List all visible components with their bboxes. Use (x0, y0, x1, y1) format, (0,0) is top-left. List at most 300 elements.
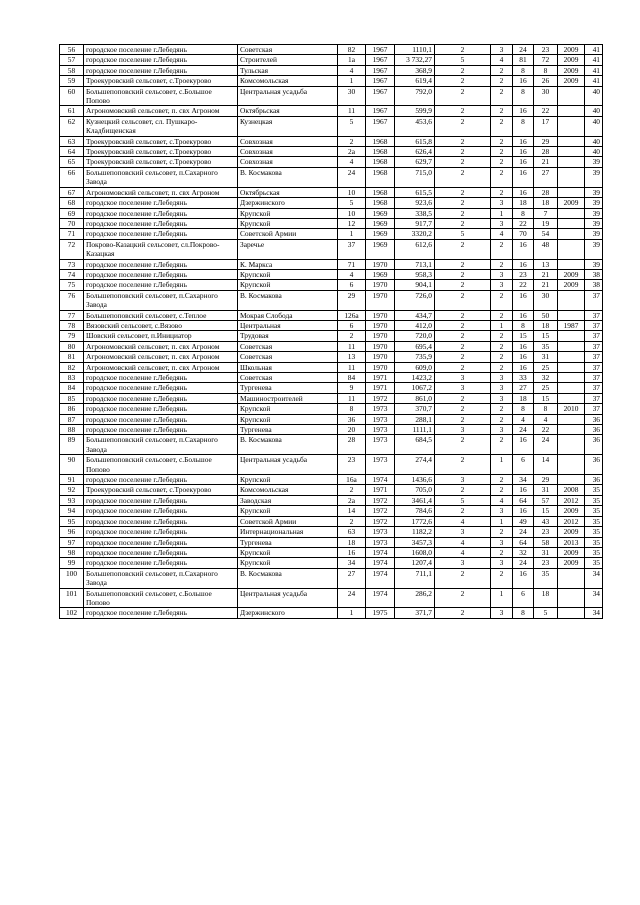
term-cell: 36 (585, 475, 603, 485)
row-number-cell: 78 (60, 320, 84, 330)
row-number-cell: 76 (60, 290, 84, 310)
residents-cell: 13 (534, 259, 558, 269)
row-number-cell: 95 (60, 516, 84, 526)
entrances-cell: 2 (491, 404, 513, 414)
area-cell: 370,7 (395, 404, 435, 414)
renovation-year-cell (558, 362, 585, 372)
residents-cell: 14 (534, 455, 558, 475)
table-row (60, 106, 603, 116)
renovation-year-cell (558, 147, 585, 157)
house-number-cell: 27 (338, 568, 366, 588)
area-cell: 1772,6 (395, 516, 435, 526)
renovation-year-cell (558, 116, 585, 136)
year-built-cell: 1973 (366, 455, 395, 475)
renovation-year-cell: 2013 (558, 537, 585, 547)
renovation-year-cell (558, 106, 585, 116)
term-cell: 35 (585, 516, 603, 526)
renovation-year-cell (558, 425, 585, 435)
term-cell: 39 (585, 229, 603, 239)
settlement-cell: Большепоповский сельсовет, с.Большое Попово (84, 86, 238, 106)
floors-cell: 3 (435, 475, 491, 485)
apartments-cell: 16 (513, 106, 534, 116)
floors-cell: 2 (435, 310, 491, 320)
residents-cell: 29 (534, 475, 558, 485)
year-built-cell: 1970 (366, 259, 395, 269)
entrances-cell: 2 (491, 259, 513, 269)
renovation-year-cell (558, 136, 585, 146)
area-cell: 274,4 (395, 455, 435, 475)
entrances-cell: 2 (491, 414, 513, 424)
row-number-cell: 94 (60, 506, 84, 516)
row-number-cell: 58 (60, 65, 84, 75)
street-cell: Советская (238, 373, 338, 383)
residents-cell: 15 (534, 331, 558, 341)
renovation-year-cell (558, 310, 585, 320)
table-row (60, 516, 603, 526)
street-cell: Советская (238, 45, 338, 55)
settlement-cell: городское поселение г.Лебедянь (84, 208, 238, 218)
year-built-cell: 1968 (366, 157, 395, 167)
entrances-cell: 2 (491, 362, 513, 372)
floors-cell: 3 (435, 373, 491, 383)
year-built-cell: 1973 (366, 537, 395, 547)
floors-cell: 2 (435, 352, 491, 362)
house-number-cell: 6 (338, 280, 366, 290)
floors-cell: 2 (435, 187, 491, 197)
area-cell: 705,0 (395, 485, 435, 495)
house-number-cell: 6 (338, 320, 366, 330)
entrances-cell: 4 (491, 229, 513, 239)
settlement-cell: городское поселение г.Лебедянь (84, 495, 238, 505)
floors-cell: 3 (435, 383, 491, 393)
entrances-cell: 2 (491, 106, 513, 116)
street-cell: Центральная (238, 320, 338, 330)
area-cell: 904,1 (395, 280, 435, 290)
apartments-cell: 4 (513, 414, 534, 424)
area-cell: 286,2 (395, 588, 435, 608)
settlement-cell: Большепоповский сельсовет, с.Большое Попово (84, 455, 238, 475)
renovation-year-cell: 2009 (558, 269, 585, 279)
street-cell: Тульская (238, 65, 338, 75)
apartments-cell: 16 (513, 239, 534, 259)
year-built-cell: 1968 (366, 198, 395, 208)
residents-cell: 54 (534, 229, 558, 239)
entrances-cell: 1 (491, 516, 513, 526)
apartments-cell: 16 (513, 341, 534, 351)
entrances-cell: 3 (491, 393, 513, 403)
entrances-cell: 1 (491, 588, 513, 608)
apartments-cell: 16 (513, 568, 534, 588)
floors-cell: 2 (435, 414, 491, 424)
row-number-cell: 97 (60, 537, 84, 547)
apartments-cell: 16 (513, 310, 534, 320)
renovation-year-cell: 2009 (558, 558, 585, 568)
settlement-cell: городское поселение г.Лебедянь (84, 537, 238, 547)
table-row (60, 414, 603, 424)
year-built-cell: 1970 (366, 280, 395, 290)
street-cell: Крупской (238, 404, 338, 414)
street-cell: Интернациональная (238, 527, 338, 537)
row-number-cell: 87 (60, 414, 84, 424)
term-cell: 39 (585, 259, 603, 269)
floors-cell: 2 (435, 341, 491, 351)
term-cell: 40 (585, 136, 603, 146)
term-cell: 37 (585, 383, 603, 393)
year-built-cell: 1970 (366, 331, 395, 341)
term-cell: 36 (585, 414, 603, 424)
term-cell: 41 (585, 45, 603, 55)
street-cell: В. Космакова (238, 435, 338, 455)
table-row (60, 218, 603, 228)
apartments-cell: 16 (513, 167, 534, 187)
apartments-cell: 24 (513, 45, 534, 55)
table-row (60, 475, 603, 485)
settlement-cell: Большепоповский сельсовет, п.Сахарного Завода (84, 435, 238, 455)
house-number-cell: 34 (338, 558, 366, 568)
term-cell: 37 (585, 310, 603, 320)
residents-cell: 18 (534, 198, 558, 208)
residents-cell: 4 (534, 414, 558, 424)
entrances-cell: 1 (491, 320, 513, 330)
floors-cell: 2 (435, 208, 491, 218)
term-cell: 38 (585, 280, 603, 290)
apartments-cell: 16 (513, 485, 534, 495)
document-page (59, 44, 603, 619)
settlement-cell: Троекуровский сельсовет, с.Троекурово (84, 76, 238, 86)
entrances-cell: 2 (491, 568, 513, 588)
row-number-cell: 83 (60, 373, 84, 383)
row-number-cell: 98 (60, 547, 84, 557)
term-cell: 38 (585, 269, 603, 279)
settlement-cell: Троекуровский сельсовет, с.Троекурово (84, 485, 238, 495)
row-number-cell: 89 (60, 435, 84, 455)
renovation-year-cell: 2009 (558, 198, 585, 208)
house-number-cell: 2 (338, 485, 366, 495)
term-cell: 39 (585, 239, 603, 259)
floors-cell: 2 (435, 259, 491, 269)
year-built-cell: 1970 (366, 320, 395, 330)
area-cell: 917,7 (395, 218, 435, 228)
year-built-cell: 1970 (366, 341, 395, 351)
settlement-cell: городское поселение г.Лебедянь (84, 218, 238, 228)
entrances-cell: 2 (491, 65, 513, 75)
term-cell: 37 (585, 341, 603, 351)
term-cell: 36 (585, 425, 603, 435)
area-cell: 615,5 (395, 187, 435, 197)
area-cell: 1110,1 (395, 45, 435, 55)
area-cell: 371,7 (395, 608, 435, 618)
settlement-cell: городское поселение г.Лебедянь (84, 516, 238, 526)
floors-cell: 2 (435, 506, 491, 516)
entrances-cell: 2 (491, 239, 513, 259)
street-cell: Крупской (238, 506, 338, 516)
settlement-cell: Троекуровский сельсовет, с.Троекурово (84, 147, 238, 157)
table-row (60, 259, 603, 269)
entrances-cell: 3 (491, 383, 513, 393)
apartments-cell: 8 (513, 116, 534, 136)
floors-cell: 2 (435, 269, 491, 279)
house-number-cell: 5 (338, 198, 366, 208)
renovation-year-cell (558, 86, 585, 106)
residents-cell: 8 (534, 65, 558, 75)
floors-cell: 2 (435, 86, 491, 106)
year-built-cell: 1971 (366, 485, 395, 495)
apartments-cell: 24 (513, 558, 534, 568)
area-cell: 612,6 (395, 239, 435, 259)
entrances-cell: 1 (491, 208, 513, 218)
house-number-cell: 4 (338, 269, 366, 279)
year-built-cell: 1967 (366, 106, 395, 116)
settlement-cell: городское поселение г.Лебедянь (84, 425, 238, 435)
year-built-cell: 1971 (366, 373, 395, 383)
entrances-cell: 2 (491, 290, 513, 310)
year-built-cell: 1972 (366, 495, 395, 505)
apartments-cell: 24 (513, 425, 534, 435)
year-built-cell: 1974 (366, 588, 395, 608)
area-cell: 3 732,27 (395, 55, 435, 65)
renovation-year-cell (558, 475, 585, 485)
row-number-cell: 73 (60, 259, 84, 269)
table-row (60, 116, 603, 136)
term-cell: 34 (585, 608, 603, 618)
floors-cell: 2 (435, 136, 491, 146)
renovation-year-cell (558, 218, 585, 228)
floors-cell: 2 (435, 608, 491, 618)
area-cell: 1207,4 (395, 558, 435, 568)
apartments-cell: 16 (513, 362, 534, 372)
street-cell: Строителей (238, 55, 338, 65)
floors-cell: 2 (435, 76, 491, 86)
house-number-cell: 10 (338, 187, 366, 197)
apartments-cell: 33 (513, 373, 534, 383)
year-built-cell: 1967 (366, 76, 395, 86)
row-number-cell: 90 (60, 455, 84, 475)
entrances-cell: 2 (491, 475, 513, 485)
house-number-cell: 11 (338, 341, 366, 351)
floors-cell: 2 (435, 218, 491, 228)
house-number-cell: 2а (338, 147, 366, 157)
apartments-cell: 34 (513, 475, 534, 485)
floors-cell: 5 (435, 495, 491, 505)
term-cell: 35 (585, 506, 603, 516)
street-cell: Советской Армии (238, 229, 338, 239)
house-number-cell: 1 (338, 229, 366, 239)
row-number-cell: 99 (60, 558, 84, 568)
area-cell: 711,1 (395, 568, 435, 588)
house-number-cell: 23 (338, 455, 366, 475)
year-built-cell: 1970 (366, 310, 395, 320)
renovation-year-cell (558, 568, 585, 588)
apartments-cell: 16 (513, 506, 534, 516)
apartments-cell: 18 (513, 198, 534, 208)
entrances-cell: 4 (491, 495, 513, 505)
row-number-cell: 69 (60, 208, 84, 218)
renovation-year-cell: 2010 (558, 404, 585, 414)
term-cell: 41 (585, 76, 603, 86)
row-number-cell: 84 (60, 383, 84, 393)
entrances-cell: 2 (491, 76, 513, 86)
residents-cell: 25 (534, 362, 558, 372)
apartments-cell: 81 (513, 55, 534, 65)
term-cell: 41 (585, 65, 603, 75)
apartments-cell: 16 (513, 187, 534, 197)
table-body (60, 45, 603, 619)
term-cell: 41 (585, 55, 603, 65)
year-built-cell: 1968 (366, 167, 395, 187)
table-row (60, 341, 603, 351)
apartments-cell: 22 (513, 218, 534, 228)
table-row (60, 435, 603, 455)
apartments-cell: 6 (513, 455, 534, 475)
street-cell: Крупской (238, 269, 338, 279)
entrances-cell: 3 (491, 608, 513, 618)
floors-cell: 2 (435, 167, 491, 187)
residents-cell: 23 (534, 45, 558, 55)
renovation-year-cell: 2009 (558, 45, 585, 55)
settlement-cell: Агрономовский сельсовет, п. свх Агроном (84, 352, 238, 362)
area-cell: 288,1 (395, 414, 435, 424)
term-cell: 39 (585, 198, 603, 208)
year-built-cell: 1973 (366, 435, 395, 455)
apartments-cell: 16 (513, 259, 534, 269)
settlement-cell: Покрово-Казацкий сельсовет, сл.Покрово-Казацкая (84, 239, 238, 259)
year-built-cell: 1969 (366, 229, 395, 239)
street-cell: Кузнецкая (238, 116, 338, 136)
row-number-cell: 92 (60, 485, 84, 495)
year-built-cell: 1967 (366, 65, 395, 75)
table-row (60, 506, 603, 516)
settlement-cell: городское поселение г.Лебедянь (84, 547, 238, 557)
term-cell: 36 (585, 435, 603, 455)
residents-cell: 28 (534, 187, 558, 197)
table-row (60, 495, 603, 505)
residents-cell: 35 (534, 568, 558, 588)
residents-cell: 24 (534, 435, 558, 455)
residents-cell: 21 (534, 269, 558, 279)
renovation-year-cell (558, 157, 585, 167)
street-cell: Мокрая Слобода (238, 310, 338, 320)
street-cell: Комсомольская (238, 485, 338, 495)
area-cell: 715,0 (395, 167, 435, 187)
area-cell: 3461,4 (395, 495, 435, 505)
apartments-cell: 32 (513, 547, 534, 557)
floors-cell: 2 (435, 320, 491, 330)
settlement-cell: Агрономовский сельсовет, п. свх Агроном (84, 187, 238, 197)
renovation-year-cell (558, 229, 585, 239)
entrances-cell: 2 (491, 310, 513, 320)
street-cell: Машиностроителей (238, 393, 338, 403)
street-cell: Советская (238, 352, 338, 362)
residents-cell: 21 (534, 280, 558, 290)
table-row (60, 547, 603, 557)
renovation-year-cell (558, 383, 585, 393)
table-row (60, 157, 603, 167)
table-row (60, 527, 603, 537)
area-cell: 1436,6 (395, 475, 435, 485)
apartments-cell: 16 (513, 147, 534, 157)
term-cell: 34 (585, 588, 603, 608)
table-row (60, 136, 603, 146)
renovation-year-cell: 1987 (558, 320, 585, 330)
area-cell: 1182,2 (395, 527, 435, 537)
floors-cell: 4 (435, 516, 491, 526)
house-number-cell: 126а (338, 310, 366, 320)
house-number-cell: 10 (338, 208, 366, 218)
term-cell: 39 (585, 208, 603, 218)
year-built-cell: 1972 (366, 506, 395, 516)
row-number-cell: 66 (60, 167, 84, 187)
house-number-cell: 36 (338, 414, 366, 424)
settlement-cell: городское поселение г.Лебедянь (84, 259, 238, 269)
area-cell: 619,4 (395, 76, 435, 86)
year-built-cell: 1972 (366, 516, 395, 526)
year-built-cell: 1968 (366, 147, 395, 157)
entrances-cell: 2 (491, 352, 513, 362)
residents-cell: 23 (534, 527, 558, 537)
street-cell: Тургенева (238, 383, 338, 393)
street-cell: Тургенева (238, 425, 338, 435)
area-cell: 609,0 (395, 362, 435, 372)
apartments-cell: 8 (513, 86, 534, 106)
residents-cell: 58 (534, 537, 558, 547)
entrances-cell: 2 (491, 485, 513, 495)
floors-cell: 2 (435, 435, 491, 455)
row-number-cell: 63 (60, 136, 84, 146)
row-number-cell: 59 (60, 76, 84, 86)
table-row (60, 485, 603, 495)
residents-cell: 15 (534, 393, 558, 403)
term-cell: 37 (585, 373, 603, 383)
term-cell: 40 (585, 86, 603, 106)
renovation-year-cell: 2012 (558, 516, 585, 526)
renovation-year-cell: 2008 (558, 485, 585, 495)
renovation-year-cell: 2012 (558, 495, 585, 505)
floors-cell: 2 (435, 280, 491, 290)
apartments-cell: 8 (513, 208, 534, 218)
table-row (60, 425, 603, 435)
year-built-cell: 1967 (366, 45, 395, 55)
year-built-cell: 1969 (366, 269, 395, 279)
area-cell: 720,0 (395, 331, 435, 341)
entrances-cell: 2 (491, 331, 513, 341)
house-number-cell: 84 (338, 373, 366, 383)
settlement-cell: городское поселение г.Лебедянь (84, 414, 238, 424)
row-number-cell: 74 (60, 269, 84, 279)
street-cell: Крупской (238, 280, 338, 290)
settlement-cell: Большепоповский сельсовет, с.Большое Попово (84, 588, 238, 608)
residents-cell: 30 (534, 86, 558, 106)
year-built-cell: 1975 (366, 608, 395, 618)
entrances-cell: 3 (491, 45, 513, 55)
apartments-cell: 15 (513, 331, 534, 341)
residents-cell: 18 (534, 588, 558, 608)
year-built-cell: 1970 (366, 352, 395, 362)
settlement-cell: Кузнецкий сельсовет, сл. Пушкаро-Кладбищенская (84, 116, 238, 136)
renovation-year-cell: 2009 (558, 280, 585, 290)
term-cell: 39 (585, 218, 603, 228)
term-cell: 40 (585, 106, 603, 116)
entrances-cell: 3 (491, 218, 513, 228)
house-number-cell: 8 (338, 404, 366, 414)
renovation-year-cell: 2009 (558, 55, 585, 65)
residents-cell: 18 (534, 320, 558, 330)
house-number-cell: 18 (338, 537, 366, 547)
area-cell: 368,9 (395, 65, 435, 75)
row-number-cell: 56 (60, 45, 84, 55)
year-built-cell: 1973 (366, 425, 395, 435)
row-number-cell: 67 (60, 187, 84, 197)
residents-cell: 48 (534, 239, 558, 259)
